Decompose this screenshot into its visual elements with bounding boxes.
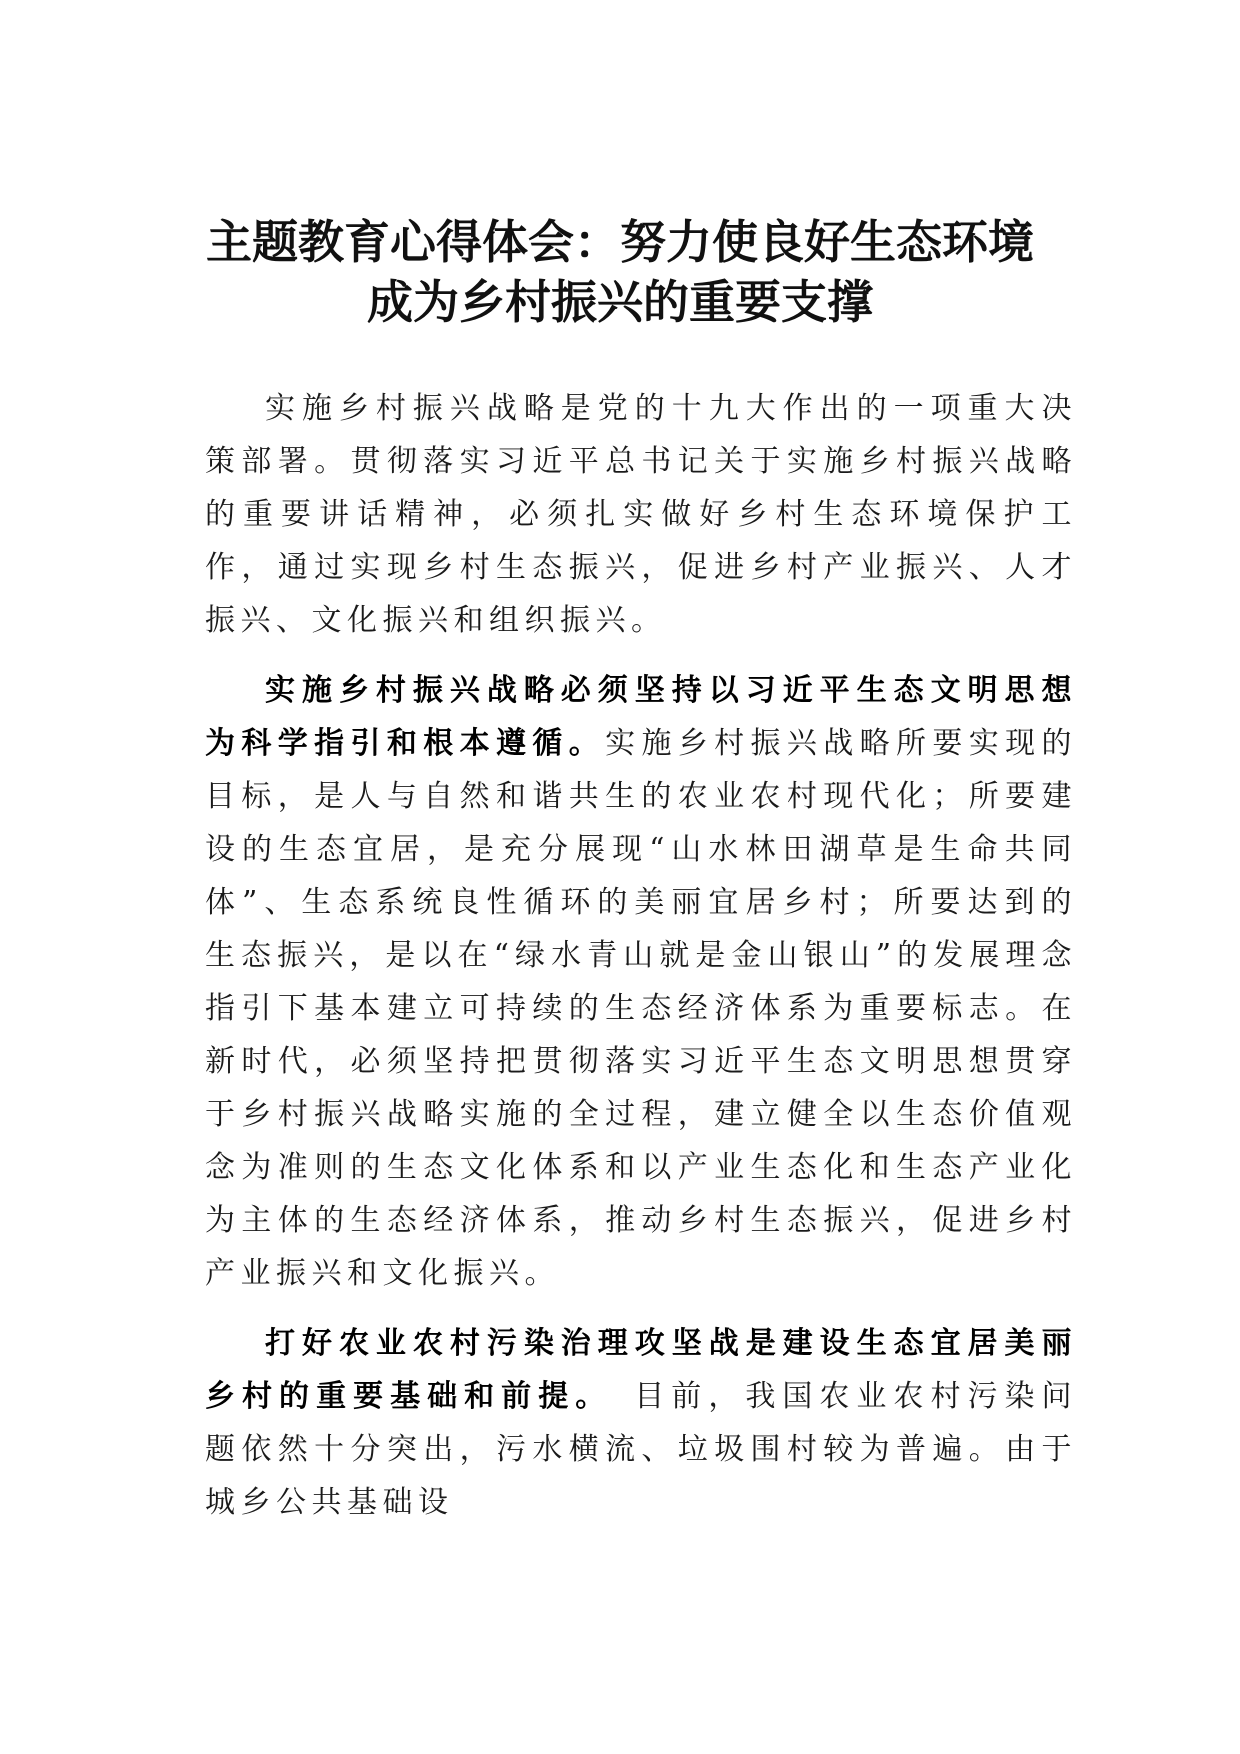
paragraph-lead-sentence: 打好农业农村污染治理攻坚战是建设生态宜居美丽乡村的重要基础和前提。 xyxy=(205,1326,1077,1414)
document-body xyxy=(205,382,1077,1546)
paragraph-text: 目前，我国农业农村污染问题依然十分突出，污水横流、垃圾围村较为普遍。由于城乡公共基础设 xyxy=(205,1379,1078,1520)
document-title xyxy=(180,212,1060,332)
paragraph-intro xyxy=(205,382,1077,647)
title-line-1: 主题教育心得体会：努力使良好生态环境 xyxy=(206,215,1034,269)
paragraph-pollution-control xyxy=(205,1317,1077,1529)
title-line-2: 成为乡村振兴的重要支撑 xyxy=(367,275,873,329)
paragraph-text: 实施乡村振兴战略所要实现的目标，是人与自然和谐共生的农业农村现代化；所要建设的生态宜居，是充分展现“山水林田湖草是生命共同体”、生态系统良性循环的美丽宜居乡村；所要达到的生态振兴，是以在“绿水青山就是金山银山”的发展理念指引下基本建立可持续的生态经济体系为重要标志。在新时代，必须坚持把贯彻落实习近平生态文明思想贯穿于乡村振兴战略实施的全过程，建立健全以生态价值观念为准则的生态文化体系和以产业生态化和生态产业化为主体的生态经济体系，推动乡村生态振兴，促进乡村产业振兴和文化振兴。 xyxy=(205,726,1078,1291)
paragraph-ecological-civilization xyxy=(205,664,1077,1300)
paragraph-lead-sentence: 实施乡村振兴战略必须坚持以习近平生态文明思想为科学指引和根本遵循。 xyxy=(205,673,1077,761)
paragraph-text: 实施乡村振兴战略是党的十九大作出的一项重大决策部署。贯彻落实习近平总书记关于实施乡村振兴战略的重要讲话精神，必须扎实做好乡村生态环境保护工作，通过实现乡村生态振兴，促进乡村产业振兴、人才振兴、文化振兴和组织振兴。 xyxy=(205,391,1077,638)
